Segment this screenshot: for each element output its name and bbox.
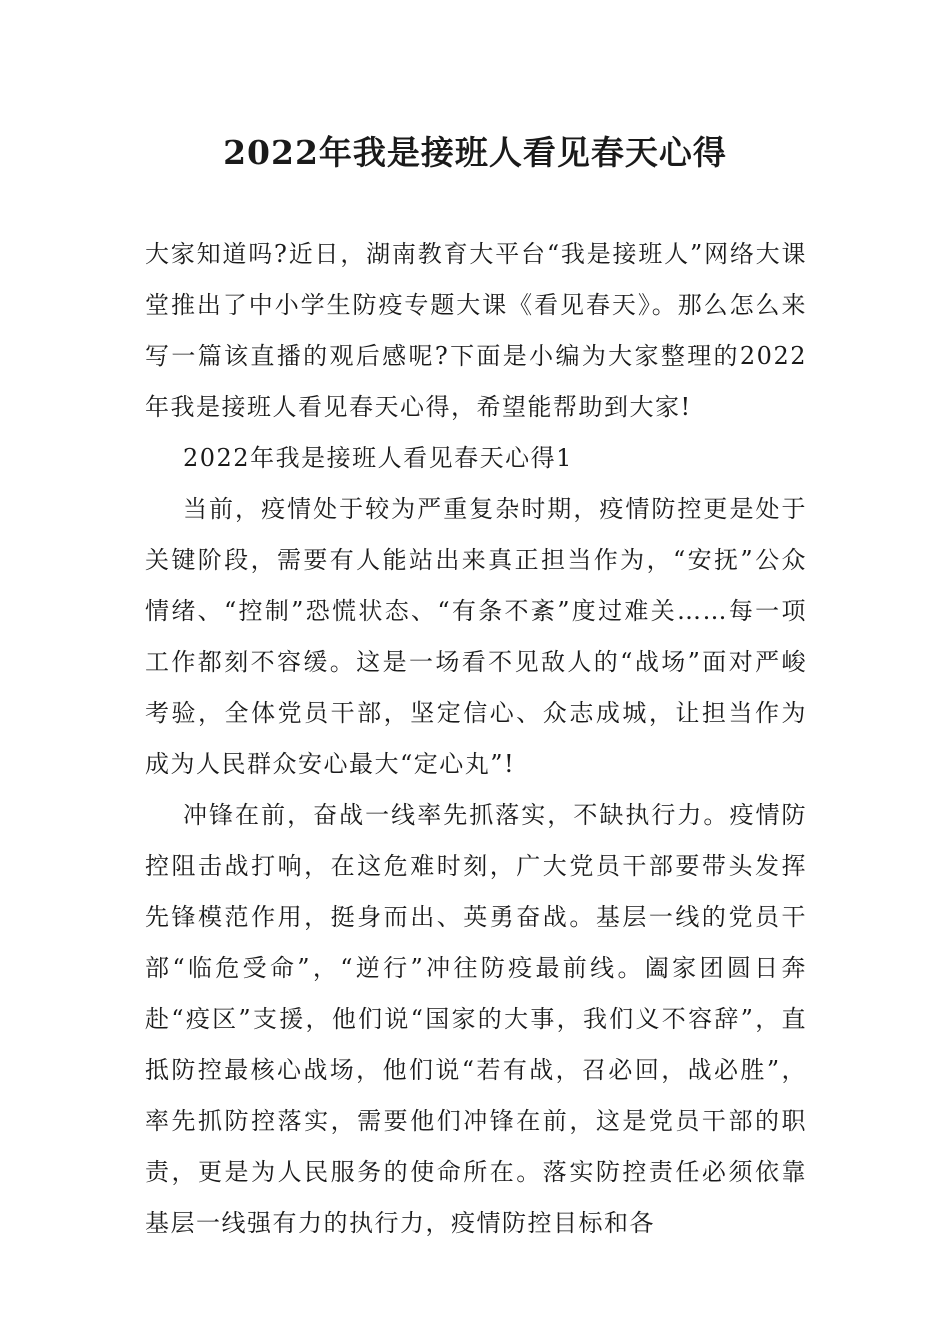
body-paragraph-2: 冲锋在前，奋战一线率先抓落实，不缺执行力。疫情防控阻击战打响，在这危难时刻，广大党员干部要带头发挥先锋模范作用，挺身而出、英勇奋战。基层一线的党员干部“临危受命”，“逆行”冲往防疫最前线。阖家团圆日奔赴“疫区”支援，他们说“国家的大事，我们义不容辞”，直抵防控最核心战场，他们说“若有战，召必回，战必胜”，率先抓防控落实，需要他们冲锋在前，这是党员干部的职责，更是为人民服务的使命所在。落实防控责任必须依靠基层一线强有力的执行力，疫情防控目标和各 — [145, 801, 807, 1237]
section-heading: 2022年我是接班人看见春天心得1 — [183, 444, 573, 472]
document-body — [145, 229, 807, 1249]
body-paragraph-1: 当前，疫情处于较为严重复杂时期，疫情防控更是处于关键阶段，需要有人能站出来真正担当作为，“安抚”公众情绪、“控制”恐慌状态、“有条不紊”度过难关……每一项工作都刻不容缓。这是一场看不见敌人的“战场”面对严峻考验，全体党员干部，坚定信心、众志成城，让担当作为成为人民群众安心最大“定心丸”! — [145, 495, 807, 778]
intro-paragraph: 大家知道吗?近日，湖南教育大平台“我是接班人”网络大课堂推出了中小学生防疫专题大课《看见春天》。那么怎么来写一篇该直播的观后感呢?下面是小编为大家整理的2022年我是接班人看见春天心得，希望能帮助到大家! — [145, 240, 807, 421]
document-title: 2022年我是接班人看见春天心得 — [223, 133, 727, 172]
